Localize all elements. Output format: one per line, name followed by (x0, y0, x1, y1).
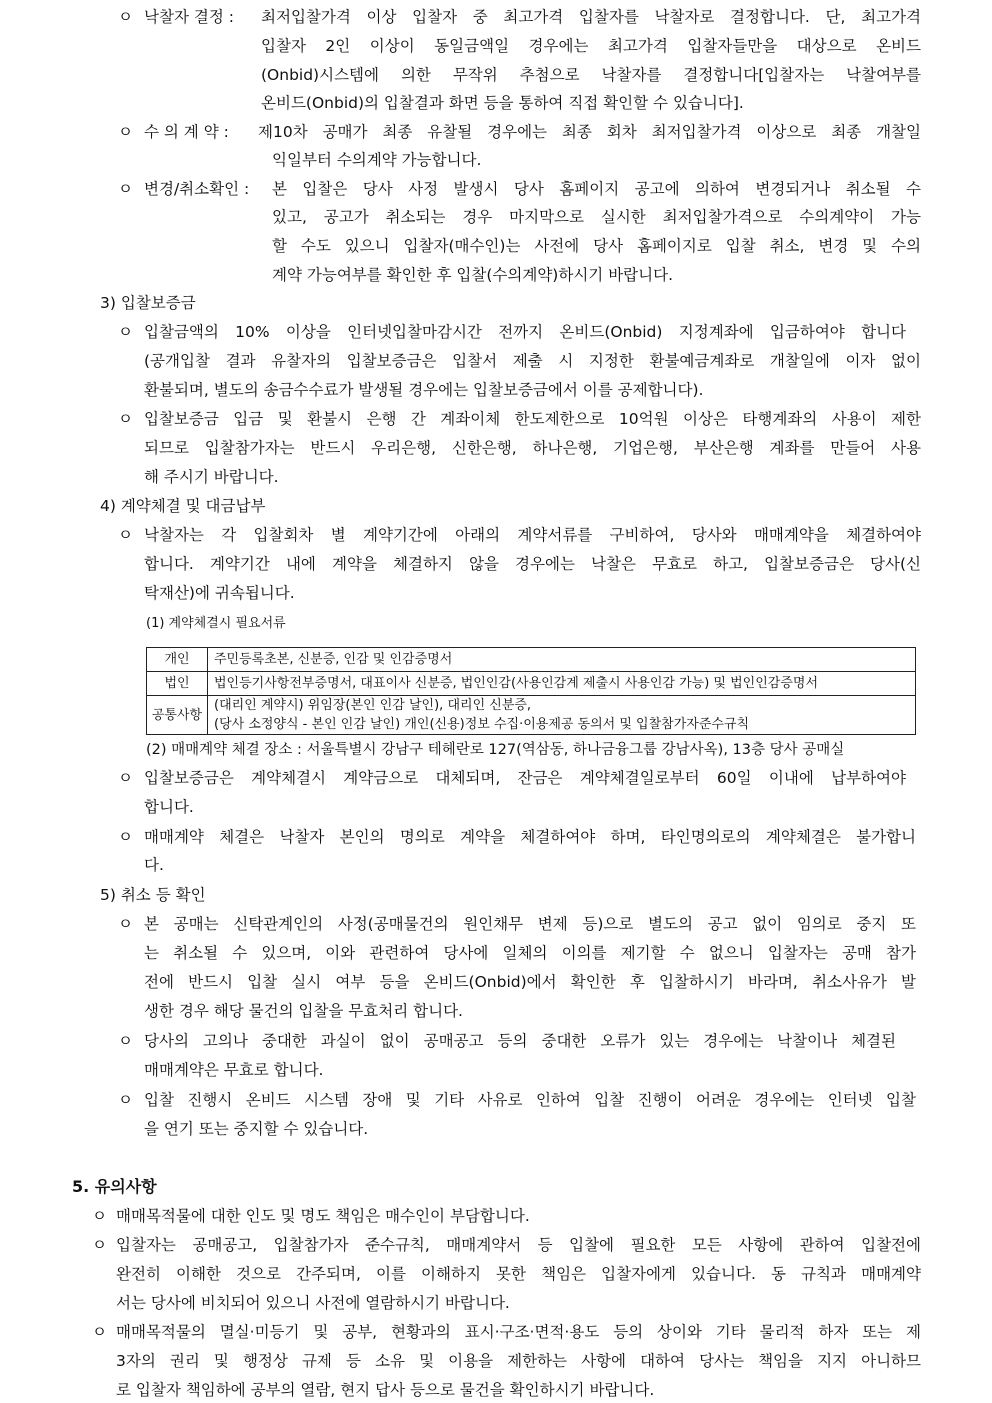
cancellation-item-1-line-4: 생한 경우 해당 물건의 입찰을 무효처리 합니다. (144, 1002, 463, 1020)
bullet-icon: ㅇ (118, 410, 133, 428)
contract-item-2-line-1: 매매계약 체결은 낙찰자 본인의 명의로 계약을 체결하여야 하며, 타인명의로의 계약체결은 불가합니 (144, 828, 916, 846)
cancellation-item-2-line-1: 당사의 고의나 중대한 과실이 없이 공매공고 등의 중대한 오류가 있는 경우에는 낙찰이나 체결된 (144, 1032, 896, 1050)
bullet-icon: ㅇ (92, 1207, 107, 1225)
bullet-icon: ㅇ (118, 1091, 133, 1109)
required-documents-table (146, 647, 916, 735)
deposit-item-2-line-1: 입찰보증금 입금 및 환불시 은행 간 계좌이체 한도제한으로 10억원 이상은 타행계좌의 사용이 제한 (144, 410, 921, 428)
change-cancel-line-2: 있고, 공고가 취소되는 경우 마지막으로 실시한 최저입찰가격으로 수의계약이 가능 (272, 208, 921, 226)
cancellation-item-3-line-1: 입찰 진행시 온비드 시스템 장애 및 기타 사유로 인하여 입찰 진행이 어려운 경우에는 인터넷 입찰 (144, 1091, 916, 1109)
doc-list: 주민등록초본, 신분증, 인감 및 인감증명서 (208, 648, 916, 672)
section-heading-deposit: 3) 입찰보증금 (100, 294, 196, 312)
deposit-item-2-line-3: 해 주시기 바랍니다. (144, 468, 279, 486)
notes-item-3-line-2: 3자의 권리 및 행정상 규제 등 소유 및 이용을 제한하는 사항에 대하여 당사는 책임을 지지 아니하므 (116, 1352, 921, 1370)
contract-place: (2) 매매계약 체결 장소 : 서울특별시 강남구 테헤란로 127(역삼동, 하나금융그룹 강남사옥), 13층 당사 공매실 (146, 742, 845, 758)
table-row (147, 672, 916, 696)
bullet-icon: ㅇ (118, 1032, 133, 1050)
contract-item-2-line-2: 다. (144, 856, 164, 874)
bullet-icon: ㅇ (118, 8, 133, 26)
cancellation-item-1-line-2: 는 취소될 수 있으며, 이와 관련하여 당사에 일체의 이의를 제기할 수 없으니 입찰자는 공매 참가 (144, 944, 916, 962)
winner-line-4: 온비드(Onbid)의 입찰결과 화면 등을 통하여 직접 확인할 수 있습니다]. (261, 94, 744, 112)
doc-type: 공통사항 (147, 696, 208, 735)
doc-list-line-2: (당사 소정양식 - 본인 인감 날인) 개인(신용)정보 수집·이용제공 동의서 및 입찰참가자준수규칙 (214, 717, 750, 732)
bullet-icon: ㅇ (118, 828, 133, 846)
notes-item-3-line-3: 로 입찰자 책임하에 공부의 열람, 현지 답사 등으로 물건을 확인하시기 바랍니다. (116, 1381, 655, 1399)
doc-type: 법인 (147, 672, 208, 696)
deposit-item-2-line-2: 되므로 입찰참가자는 반드시 우리은행, 신한은행, 하나은행, 기업은행, 부산은행 계좌를 만들어 사용 (144, 439, 921, 457)
contract-item-1-line-1: 입찰보증금은 계약체결시 계약금으로 대체되며, 잔금은 계약체결일로부터 60일 이내에 납부하여야 (144, 769, 906, 787)
doc-list: 법인등기사항전부증명서, 대표이사 신분증, 법인인감(사용인감계 제출시 사용인감 가능) 및 법인인감증명서 (208, 672, 916, 696)
table-row (147, 648, 916, 672)
doc-list (208, 696, 916, 735)
cancellation-item-1-line-3: 전에 반드시 입찰 실시 여부 등을 온비드(Onbid)에서 확인한 후 입찰하시기 바라며, 취소사유가 발 (144, 973, 916, 991)
bullet-icon: ㅇ (118, 769, 133, 787)
contract-intro-line-1: 낙찰자는 각 입찰회차 별 계약기간에 아래의 계약서류를 구비하여, 당사와 매매계약을 체결하여야 (144, 526, 921, 544)
bullet-icon: ㅇ (118, 180, 133, 198)
cancellation-item-1-line-1: 본 공매는 신탁관계인의 사정(공매물건의 원인채무 변제 등)으로 별도의 공고 없이 임의로 중지 또 (144, 915, 916, 933)
deposit-item-1-line-3: 환불되며, 별도의 송금수수료가 발생될 경우에는 입찰보증금에서 이를 공제합니다). (144, 381, 704, 399)
notes-item-2-line-2: 완전히 이해한 것으로 간주되며, 이를 이해하지 못한 책임은 입찰자에게 있습니다. 동 규칙과 매매계약 (116, 1265, 921, 1283)
docs-title: (1) 계약체결시 필요서류 (146, 616, 286, 631)
deposit-item-1-line-1: 입찰금액의 10% 이상을 인터넷입찰마감시간 전까지 온비드(Onbid) 지정계좌에 입금하여야 합니다 (144, 323, 906, 341)
notes-item-2-line-1: 입찰자는 공매공고, 입찰참가자 준수규칙, 매매계약서 등 입찰에 필요한 모든 사항에 관하여 입찰전에 (116, 1236, 921, 1254)
doc-list-line-1: (대리인 계약시) 위임장(본인 인감 날인), 대리인 신분증, (214, 698, 532, 713)
doc-type: 개인 (147, 648, 208, 672)
section-heading-cancellation: 5) 취소 등 확인 (100, 886, 206, 904)
contract-intro-line-3: 탁재산)에 귀속됩니다. (144, 584, 295, 602)
winner-line-2: 입찰자 2인 이상이 동일금액일 경우에는 최고가격 입찰자들만을 대상으로 온비드 (261, 37, 921, 55)
private-contract-line-1: 제10차 공매가 최종 유찰될 경우에는 최종 회차 최저입찰가격 이상으로 최종 개찰일 (258, 123, 921, 141)
cancellation-item-3-line-2: 을 연기 또는 중지할 수 있습니다. (144, 1120, 369, 1138)
section-heading-contract: 4) 계약체결 및 대금납부 (100, 497, 266, 515)
bullet-icon: ㅇ (92, 1236, 107, 1254)
notes-item-1-line-1: 매매목적물에 대한 인도 및 명도 책임은 매수인이 부담합니다. (116, 1207, 530, 1225)
winner-line-3: (Onbid)시스템에 의한 무작위 추첨으로 낙찰자를 결정합니다[입찰자는 낙찰여부를 (261, 66, 921, 84)
bullet-icon: ㅇ (118, 915, 133, 933)
private-contract-label: 수 의 계 약 : (144, 123, 229, 141)
bullet-icon: ㅇ (118, 323, 133, 341)
notes-item-2-line-3: 서는 당사에 비치되어 있으니 사전에 열람하시기 바랍니다. (116, 1294, 510, 1312)
deposit-item-1-line-2: (공개입찰 결과 유찰자의 입찰보증금은 입찰서 제출 시 지정한 환불예금계좌로 개찰일에 이자 없이 (144, 352, 921, 370)
contract-intro-line-2: 합니다. 계약기간 내에 계약을 체결하지 않을 경우에는 낙찰은 무효로 하고, 입찰보증금은 당사(신 (144, 555, 921, 573)
change-cancel-line-4: 계약 가능여부를 확인한 후 입찰(수의계약)하시기 바랍니다. (272, 266, 674, 284)
private-contract-line-2: 익일부터 수의계약 가능합니다. (272, 151, 482, 169)
winner-line-1: 최저입찰가격 이상 입찰자 중 최고가격 입찰자를 낙찰자로 결정합니다. 단, 최고가격 (261, 8, 921, 26)
change-cancel-label: 변경/취소확인 : (144, 180, 250, 198)
change-cancel-line-3: 할 수도 있으니 입찰자(매수인)는 사전에 당사 홈페이지로 입찰 취소, 변경 및 수의 (272, 237, 921, 255)
bullet-icon: ㅇ (118, 123, 133, 141)
winner-label: 낙찰자 결정 : (144, 8, 234, 26)
bullet-icon: ㅇ (92, 1323, 107, 1341)
bullet-icon: ㅇ (118, 526, 133, 544)
section-heading-notes: 5. 유의사항 (72, 1177, 157, 1196)
notes-item-3-line-1: 매매목적물의 멸실·미등기 및 공부, 현황과의 표시·구조·면적·용도 등의 상이와 기타 물리적 하자 또는 제 (116, 1323, 921, 1341)
cancellation-item-2-line-2: 매매계약은 무효로 합니다. (144, 1061, 324, 1079)
table-row (147, 696, 916, 735)
contract-item-1-line-2: 합니다. (144, 798, 194, 816)
change-cancel-line-1: 본 입찰은 당사 사정 발생시 당사 홈페이지 공고에 의하여 변경되거나 취소될 수 (272, 180, 921, 198)
